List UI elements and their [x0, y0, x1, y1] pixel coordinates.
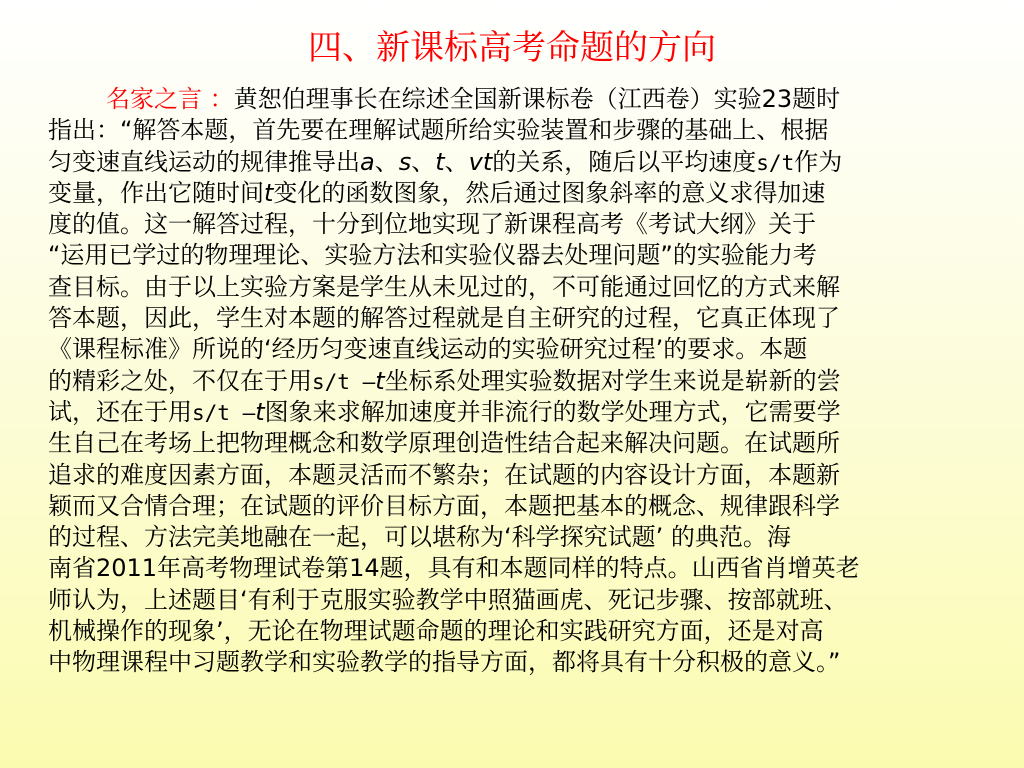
- text-span: 生自己在考场上把物理概念和数学原理创造性结合起来解决问题。在试题所: [48, 429, 840, 458]
- text-span: 、: [444, 147, 469, 176]
- text-span: 的精彩之处，不仅在于用: [48, 366, 312, 395]
- text-span: 指出：“解答本题，首先要在理解试题所给实验装置和步骤的基础上、根据: [48, 116, 829, 145]
- text-span: “运用已学过的物理理论、实验方法和实验仪器去处理问题”的实验能力考: [48, 241, 817, 270]
- text-span: 的关系，随后以平均速度: [492, 147, 757, 176]
- body-line-14: [48, 491, 988, 522]
- quote-body: [48, 84, 988, 679]
- text-span: 作为: [794, 147, 843, 176]
- symbol-a: a: [360, 147, 375, 176]
- body-line-4: [48, 178, 988, 209]
- body-line-2: [48, 115, 988, 146]
- text-span: 答本题，因此，学生对本题的解答过程就是自主研究的过程，它真正体现了: [48, 304, 840, 333]
- body-line-10: [48, 366, 988, 397]
- body-line-18: [48, 616, 988, 647]
- text-span: 、: [374, 147, 399, 176]
- text-span: 的过程、方法完美地融在一起，可以堪称为‘科学探究试题’ 的典范。海: [48, 523, 791, 552]
- text-span: 机械操作的现象’，无论在物理试题命题的理论和实践研究方面，还是对高: [48, 617, 824, 646]
- text-span: 图象来求解加速度并非流行的数学处理方式，它需要学: [264, 397, 841, 426]
- symbol-t: t: [255, 397, 265, 426]
- body-line-8: [48, 303, 988, 334]
- text-span: 黄恕伯理事长在综述全国新课标卷（江西卷）实验23题时: [233, 85, 841, 113]
- body-line-5: [48, 209, 988, 240]
- symbol-t: t: [435, 147, 445, 176]
- body-line-3: [48, 147, 988, 178]
- body-line-15: [48, 522, 988, 553]
- symbol-vt: vt: [468, 147, 493, 176]
- symbol-t: t: [375, 366, 385, 395]
- symbol-s-over-t: s/t –: [192, 400, 256, 425]
- text-span: 《课程标准》所说的‘经历匀变速直线运动的实验研究过程’的要求。本题: [48, 335, 808, 364]
- symbol-s-over-t: s/t –: [312, 369, 376, 394]
- body-line-19: [48, 647, 988, 678]
- body-line-9: [48, 334, 988, 365]
- text-span: 试，还在于用: [48, 397, 192, 426]
- text-span: 南省2011年高考物理试卷第14题，具有和本题同样的特点。山西省肖增英老: [48, 554, 860, 583]
- body-line-13: [48, 460, 988, 491]
- symbol-t: t: [264, 178, 274, 207]
- body-line-16: [48, 553, 988, 584]
- text-span: 坐标系处理实验数据对学生来说是崭新的尝: [384, 366, 841, 395]
- quote-label: 名家之言 ：: [106, 85, 234, 113]
- text-span: 追求的难度因素方面，本题灵活而不繁杂；在试题的内容设计方面，本题新: [48, 460, 840, 489]
- text-span: 匀变速直线运动的规律推导出: [48, 147, 360, 176]
- text-span: 变化的函数图象，然后通过图象斜率的意义求得加速: [273, 178, 826, 207]
- text-span: 中物理课程中习题教学和实验教学的指导方面，都将具有十分积极的意义。”: [48, 648, 841, 677]
- text-span: 颖而又合情合理；在试题的评价目标方面，本题把基本的概念、规律跟科学: [48, 491, 840, 520]
- text-span: 师认为，上述题目‘有利于克服实验教学中照猫画虎、死记步骤、按部就班、: [48, 585, 848, 614]
- body-line-17: [48, 585, 988, 616]
- text-span: 查目标。由于以上实验方案是学生从未见过的，不可能通过回忆的方式来解: [48, 272, 840, 301]
- body-line-12: [48, 428, 988, 459]
- text-span: 度的值。这一解答过程，十分到位地实现了新课程高考《考试大纲》关于: [48, 210, 816, 239]
- symbol-s: s: [398, 147, 412, 176]
- text-span: 、: [411, 147, 436, 176]
- text-span: 变量，作出它随时间: [48, 178, 264, 207]
- symbol-s-over-t: s/t: [756, 150, 795, 175]
- body-line-6: [48, 240, 988, 271]
- body-line-7: [48, 272, 988, 303]
- slide-title: 四、新课标高考命题的方向: [308, 28, 716, 68]
- body-line-11: [48, 397, 988, 428]
- body-line-1: [48, 84, 988, 115]
